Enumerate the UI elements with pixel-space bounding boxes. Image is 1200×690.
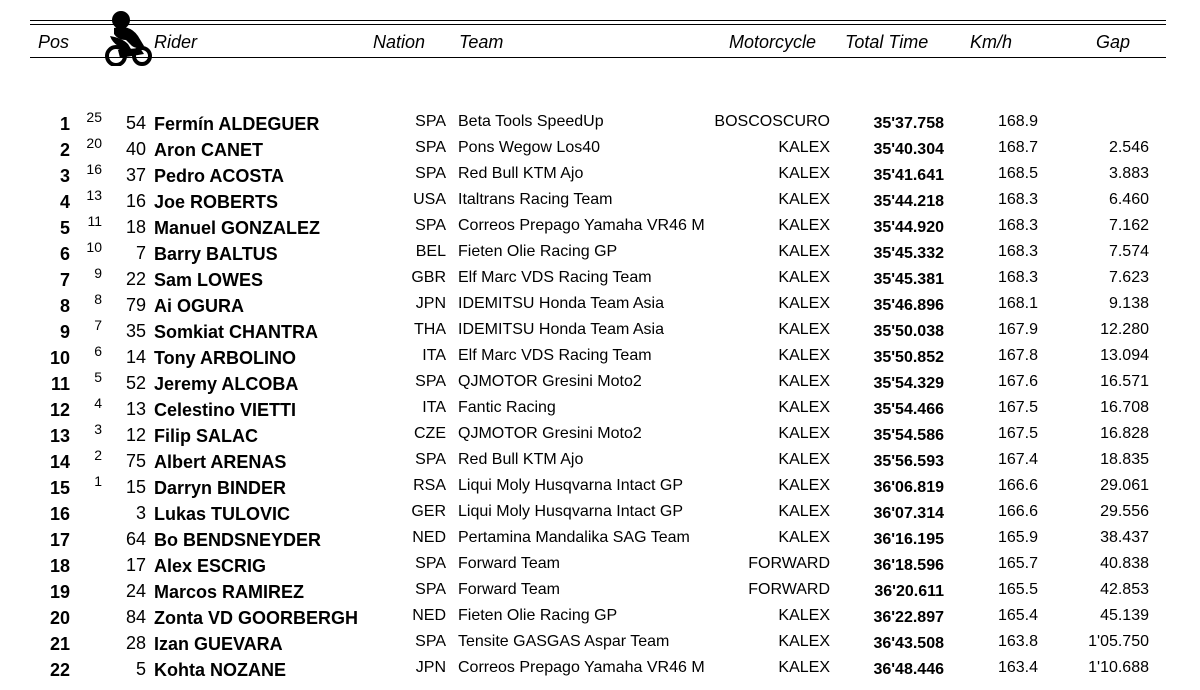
position-cell: 13 bbox=[49, 426, 70, 446]
nation-cell: GER bbox=[411, 503, 446, 520]
motorcycle-cell: KALEX bbox=[778, 139, 830, 156]
team-cell: Correos Prepago Yamaha VR46 M bbox=[458, 659, 705, 676]
speed-cell: 168.3 bbox=[997, 269, 1038, 286]
result-row bbox=[0, 633, 1200, 659]
total-time-cell: 36'20.611 bbox=[874, 583, 944, 600]
nation-cell: ITA bbox=[422, 399, 446, 416]
header-total-time: Total Time bbox=[845, 32, 929, 52]
team-cell: Liqui Moly Husqvarna Intact GP bbox=[458, 477, 683, 494]
rider-number-cell: 13 bbox=[125, 399, 146, 419]
rider-number-cell: 40 bbox=[125, 139, 146, 159]
team-cell: Elf Marc VDS Racing Team bbox=[458, 347, 652, 364]
rider-name-cell: Zonta VD GOORBERGH bbox=[154, 608, 359, 628]
rider-name-cell: Darryn BINDER bbox=[154, 478, 287, 498]
gap-cell: 2.546 bbox=[1108, 139, 1149, 156]
total-time-cell: 35'44.920 bbox=[873, 219, 944, 236]
motorcycle-cell: FORWARD bbox=[748, 581, 830, 598]
total-time-cell: 35'37.758 bbox=[873, 115, 944, 132]
position-cell: 15 bbox=[49, 478, 70, 498]
nation-cell: USA bbox=[413, 191, 446, 208]
team-cell: QJMOTOR Gresini Moto2 bbox=[458, 373, 642, 390]
rider-name-cell: Bo BENDSNEYDER bbox=[154, 530, 322, 550]
rider-name-cell: Alex ESCRIG bbox=[154, 556, 267, 576]
rider-number-cell: 18 bbox=[125, 217, 146, 237]
nation-cell: JPN bbox=[415, 659, 446, 676]
motorcycle-cell: KALEX bbox=[778, 399, 830, 416]
team-cell: Fieten Olie Racing GP bbox=[458, 607, 618, 624]
speed-cell: 168.5 bbox=[997, 165, 1038, 182]
gap-cell: 29.556 bbox=[1100, 503, 1149, 520]
gap-cell: 18.835 bbox=[1100, 451, 1149, 468]
header-team: Team bbox=[459, 32, 504, 52]
motorcycle-cell: KALEX bbox=[778, 191, 830, 208]
motorcycle-cell: KALEX bbox=[778, 347, 830, 364]
total-time-cell: 35'46.896 bbox=[873, 297, 944, 314]
position-cell: 4 bbox=[59, 192, 70, 212]
motorcycle-cell: KALEX bbox=[778, 269, 830, 286]
speed-cell: 168.1 bbox=[997, 295, 1038, 312]
position-cell: 17 bbox=[49, 530, 70, 550]
nation-cell: BEL bbox=[415, 243, 446, 260]
nation-cell: SPA bbox=[415, 451, 446, 468]
rider-name-cell: Pedro ACOSTA bbox=[154, 166, 285, 186]
points-cell: 9 bbox=[94, 265, 102, 281]
rider-number-cell: 79 bbox=[125, 295, 146, 315]
gap-cell: 40.838 bbox=[1100, 555, 1149, 572]
total-time-cell: 36'07.314 bbox=[873, 505, 944, 522]
points-cell: 10 bbox=[86, 239, 102, 255]
team-cell: Pons Wegow Los40 bbox=[458, 139, 601, 156]
gap-cell: 7.574 bbox=[1108, 243, 1149, 260]
top-rule-second bbox=[30, 24, 1166, 25]
result-row bbox=[0, 503, 1200, 529]
team-cell: Italtrans Racing Team bbox=[458, 191, 613, 208]
nation-cell: NED bbox=[412, 607, 446, 624]
nation-cell: SPA bbox=[415, 633, 446, 650]
total-time-cell: 35'54.329 bbox=[873, 375, 944, 392]
team-cell: Tensite GASGAS Aspar Team bbox=[458, 633, 670, 650]
result-row bbox=[0, 369, 1200, 399]
rider-number-cell: 15 bbox=[125, 477, 146, 497]
team-cell: Red Bull KTM Ajo bbox=[458, 451, 584, 468]
speed-cell: 168.7 bbox=[997, 139, 1038, 156]
total-time-cell: 35'50.038 bbox=[873, 323, 944, 340]
motorcycle-cell: KALEX bbox=[778, 425, 830, 442]
nation-cell: JPN bbox=[415, 295, 446, 312]
team-cell: IDEMITSU Honda Team Asia bbox=[458, 321, 665, 338]
points-cell: 13 bbox=[86, 187, 102, 203]
gap-cell: 38.437 bbox=[1100, 529, 1149, 546]
motorcycle-cell: KALEX bbox=[778, 659, 830, 676]
result-row bbox=[0, 581, 1200, 607]
header-motorcycle: Motorcycle bbox=[729, 32, 817, 52]
speed-cell: 163.4 bbox=[997, 659, 1038, 676]
total-time-cell: 36'22.897 bbox=[873, 609, 944, 626]
header-rider: Rider bbox=[154, 32, 198, 52]
result-row bbox=[0, 555, 1200, 581]
total-time-cell: 36'43.508 bbox=[873, 635, 944, 652]
points-cell: 20 bbox=[86, 135, 102, 151]
rider-number-cell: 3 bbox=[135, 503, 146, 523]
result-row bbox=[0, 161, 1200, 191]
gap-cell: 6.460 bbox=[1108, 191, 1149, 208]
position-cell: 7 bbox=[59, 270, 70, 290]
header-rule bbox=[30, 57, 1166, 58]
position-cell: 22 bbox=[49, 660, 70, 680]
motorcycle-cell: KALEX bbox=[778, 321, 830, 338]
total-time-cell: 35'45.332 bbox=[873, 245, 944, 262]
team-cell: Fieten Olie Racing GP bbox=[458, 243, 618, 260]
points-cell: 16 bbox=[86, 161, 102, 177]
motorcycle-cell: KALEX bbox=[778, 165, 830, 182]
nation-cell: SPA bbox=[415, 555, 446, 572]
result-row bbox=[0, 239, 1200, 269]
header-gap: Gap bbox=[1096, 32, 1131, 52]
rider-name-cell: Tony ARBOLINO bbox=[154, 348, 296, 368]
result-row bbox=[0, 317, 1200, 347]
total-time-cell: 35'56.593 bbox=[873, 453, 944, 470]
rider-number-cell: 84 bbox=[125, 607, 146, 627]
rider-name-cell: Fermín ALDEGUER bbox=[154, 114, 320, 134]
nation-cell: SPA bbox=[415, 581, 446, 598]
position-cell: 1 bbox=[59, 114, 70, 134]
speed-cell: 166.6 bbox=[997, 477, 1038, 494]
gap-cell: 42.853 bbox=[1100, 581, 1149, 598]
rider-number-cell: 7 bbox=[135, 243, 146, 263]
speed-cell: 168.3 bbox=[997, 217, 1038, 234]
nation-cell: SPA bbox=[415, 113, 446, 130]
position-cell: 19 bbox=[49, 582, 70, 602]
rider-name-cell: Manuel GONZALEZ bbox=[154, 218, 320, 238]
motorcycle-cell: KALEX bbox=[778, 477, 830, 494]
rider-number-cell: 22 bbox=[125, 269, 146, 289]
nation-cell: SPA bbox=[415, 139, 446, 156]
rider-number-cell: 24 bbox=[125, 581, 146, 601]
position-cell: 8 bbox=[59, 296, 70, 316]
total-time-cell: 35'54.466 bbox=[873, 401, 944, 418]
nation-cell: NED bbox=[412, 529, 446, 546]
nation-cell: SPA bbox=[415, 373, 446, 390]
team-cell: QJMOTOR Gresini Moto2 bbox=[458, 425, 642, 442]
speed-cell: 167.5 bbox=[997, 425, 1038, 442]
rider-number-cell: 28 bbox=[125, 633, 146, 653]
speed-cell: 165.4 bbox=[997, 607, 1038, 624]
speed-cell: 167.8 bbox=[997, 347, 1038, 364]
motorcycle-cell: KALEX bbox=[778, 295, 830, 312]
total-time-cell: 35'45.381 bbox=[873, 271, 944, 288]
rider-name-cell: Izan GUEVARA bbox=[154, 634, 283, 654]
position-cell: 10 bbox=[49, 348, 70, 368]
rider-name-cell: Filip SALAC bbox=[154, 426, 258, 446]
total-time-cell: 36'16.195 bbox=[873, 531, 944, 548]
points-cell: 7 bbox=[94, 317, 102, 333]
points-cell: 3 bbox=[94, 421, 102, 437]
position-cell: 5 bbox=[59, 218, 70, 238]
result-row bbox=[0, 395, 1200, 425]
rider-name-cell: Ai OGURA bbox=[154, 296, 244, 316]
speed-cell: 166.6 bbox=[997, 503, 1038, 520]
rider-number-cell: 64 bbox=[125, 529, 146, 549]
result-row bbox=[0, 213, 1200, 243]
result-row bbox=[0, 529, 1200, 555]
team-cell: Red Bull KTM Ajo bbox=[458, 165, 584, 182]
speed-cell: 167.9 bbox=[997, 321, 1038, 338]
motorcycle-cell: KALEX bbox=[778, 373, 830, 390]
points-cell: 5 bbox=[94, 369, 102, 385]
team-cell: Pertamina Mandalika SAG Team bbox=[458, 529, 690, 546]
rider-number-cell: 37 bbox=[125, 165, 146, 185]
rider-name-cell: Somkiat CHANTRA bbox=[154, 322, 319, 342]
motorcycle-cell: KALEX bbox=[778, 503, 830, 520]
total-time-cell: 36'06.819 bbox=[873, 479, 944, 496]
result-row bbox=[0, 659, 1200, 685]
gap-cell: 3.883 bbox=[1108, 165, 1149, 182]
gap-cell: 7.623 bbox=[1108, 269, 1149, 286]
nation-cell: RSA bbox=[413, 477, 446, 494]
position-cell: 11 bbox=[50, 374, 70, 394]
motorcycle-cell: FORWARD bbox=[748, 555, 830, 572]
rider-number-cell: 52 bbox=[125, 373, 146, 393]
team-cell: IDEMITSU Honda Team Asia bbox=[458, 295, 665, 312]
gap-cell: 16.828 bbox=[1100, 425, 1149, 442]
total-time-cell: 35'54.586 bbox=[873, 427, 944, 444]
points-cell: 8 bbox=[94, 291, 102, 307]
gap-cell: 1'10.688 bbox=[1088, 659, 1149, 676]
motorcycle-cell: KALEX bbox=[778, 217, 830, 234]
result-row bbox=[0, 135, 1200, 165]
nation-cell: ITA bbox=[422, 347, 446, 364]
team-cell: Forward Team bbox=[458, 581, 560, 598]
position-cell: 21 bbox=[49, 634, 70, 654]
result-row bbox=[0, 607, 1200, 633]
header-kmh: Km/h bbox=[970, 32, 1013, 52]
points-cell: 2 bbox=[94, 447, 102, 463]
motorcycle-cell: KALEX bbox=[778, 243, 830, 260]
header-pos: Pos bbox=[38, 32, 70, 52]
speed-cell: 167.6 bbox=[997, 373, 1038, 390]
gap-cell: 16.571 bbox=[1100, 373, 1149, 390]
speed-cell: 167.4 bbox=[997, 451, 1038, 468]
points-cell: 25 bbox=[86, 109, 102, 125]
top-rule bbox=[30, 20, 1166, 21]
total-time-cell: 35'50.852 bbox=[873, 349, 944, 366]
team-cell: Beta Tools SpeedUp bbox=[458, 113, 604, 130]
rider-number-cell: 14 bbox=[125, 347, 146, 367]
total-time-cell: 35'41.641 bbox=[873, 167, 944, 184]
rider-name-cell: Lukas TULOVIC bbox=[154, 504, 291, 524]
motorcycle-cell: BOSCOSCURO bbox=[714, 113, 830, 130]
header-nation: Nation bbox=[373, 32, 426, 52]
rider-number-cell: 75 bbox=[125, 451, 146, 471]
position-cell: 12 bbox=[49, 400, 70, 420]
result-row bbox=[0, 291, 1200, 321]
speed-cell: 168.3 bbox=[997, 243, 1038, 260]
speed-cell: 165.7 bbox=[997, 555, 1038, 572]
points-cell: 6 bbox=[94, 343, 102, 359]
result-row bbox=[0, 473, 1200, 503]
points-cell: 1 bbox=[94, 473, 102, 489]
position-cell: 14 bbox=[49, 452, 70, 472]
points-cell: 11 bbox=[87, 213, 102, 229]
position-cell: 18 bbox=[49, 556, 70, 576]
rider-number-cell: 35 bbox=[125, 321, 146, 341]
gap-cell: 13.094 bbox=[1100, 347, 1149, 364]
total-time-cell: 36'48.446 bbox=[873, 661, 944, 678]
total-time-cell: 35'44.218 bbox=[873, 193, 944, 210]
team-cell: Elf Marc VDS Racing Team bbox=[458, 269, 652, 286]
rider-number-cell: 54 bbox=[125, 113, 146, 133]
motorcycle-cell: KALEX bbox=[778, 451, 830, 468]
gap-cell: 16.708 bbox=[1100, 399, 1149, 416]
points-cell: 4 bbox=[94, 395, 102, 411]
result-row bbox=[0, 343, 1200, 373]
result-row bbox=[0, 265, 1200, 295]
rider-number-cell: 16 bbox=[125, 191, 146, 211]
gap-cell: 7.162 bbox=[1108, 217, 1149, 234]
rider-name-cell: Albert ARENAS bbox=[154, 452, 287, 472]
speed-cell: 167.5 bbox=[997, 399, 1038, 416]
team-cell: Forward Team bbox=[458, 555, 560, 572]
gap-cell: 45.139 bbox=[1100, 607, 1149, 624]
speed-cell: 168.3 bbox=[997, 191, 1038, 208]
nation-cell: CZE bbox=[414, 425, 446, 442]
position-cell: 2 bbox=[59, 140, 70, 160]
gap-cell: 9.138 bbox=[1108, 295, 1149, 312]
rider-name-cell: Jeremy ALCOBA bbox=[154, 374, 299, 394]
speed-cell: 163.8 bbox=[997, 633, 1038, 650]
rider-number-cell: 12 bbox=[125, 425, 146, 445]
nation-cell: SPA bbox=[415, 217, 446, 234]
rider-name-cell: Sam LOWES bbox=[154, 270, 264, 290]
rider-name-cell: Marcos RAMIREZ bbox=[154, 582, 305, 602]
gap-cell: 29.061 bbox=[1100, 477, 1149, 494]
total-time-cell: 36'18.596 bbox=[873, 557, 944, 574]
motorcycle-cell: KALEX bbox=[778, 633, 830, 650]
motorcycle-cell: KALEX bbox=[778, 607, 830, 624]
motorcycle-cell: KALEX bbox=[778, 529, 830, 546]
position-cell: 6 bbox=[59, 244, 70, 264]
result-row bbox=[0, 109, 1200, 139]
team-cell: Liqui Moly Husqvarna Intact GP bbox=[458, 503, 683, 520]
nation-cell: GBR bbox=[411, 269, 446, 286]
nation-cell: SPA bbox=[415, 165, 446, 182]
rider-name-cell: Celestino VIETTI bbox=[154, 400, 297, 420]
rider-name-cell: Joe ROBERTS bbox=[154, 192, 279, 212]
gap-cell: 12.280 bbox=[1100, 321, 1149, 338]
position-cell: 16 bbox=[49, 504, 70, 524]
result-row bbox=[0, 447, 1200, 477]
team-cell: Fantic Racing bbox=[458, 399, 556, 416]
rider-number-cell: 17 bbox=[125, 555, 146, 575]
speed-cell: 168.9 bbox=[997, 113, 1038, 130]
total-time-cell: 35'40.304 bbox=[873, 141, 944, 158]
speed-cell: 165.5 bbox=[997, 581, 1038, 598]
position-cell: 20 bbox=[49, 608, 70, 628]
position-cell: 3 bbox=[59, 166, 70, 186]
speed-cell: 165.9 bbox=[997, 529, 1038, 546]
rider-name-cell: Aron CANET bbox=[154, 140, 263, 160]
rider-number-cell: 5 bbox=[135, 659, 146, 679]
rider-name-cell: Kohta NOZANE bbox=[154, 660, 286, 680]
position-cell: 9 bbox=[59, 322, 70, 342]
nation-cell: THA bbox=[414, 321, 446, 338]
rider-name-cell: Barry BALTUS bbox=[154, 244, 278, 264]
gap-cell: 1'05.750 bbox=[1088, 633, 1149, 650]
team-cell: Correos Prepago Yamaha VR46 M bbox=[458, 217, 705, 234]
result-row bbox=[0, 421, 1200, 451]
result-row bbox=[0, 187, 1200, 217]
